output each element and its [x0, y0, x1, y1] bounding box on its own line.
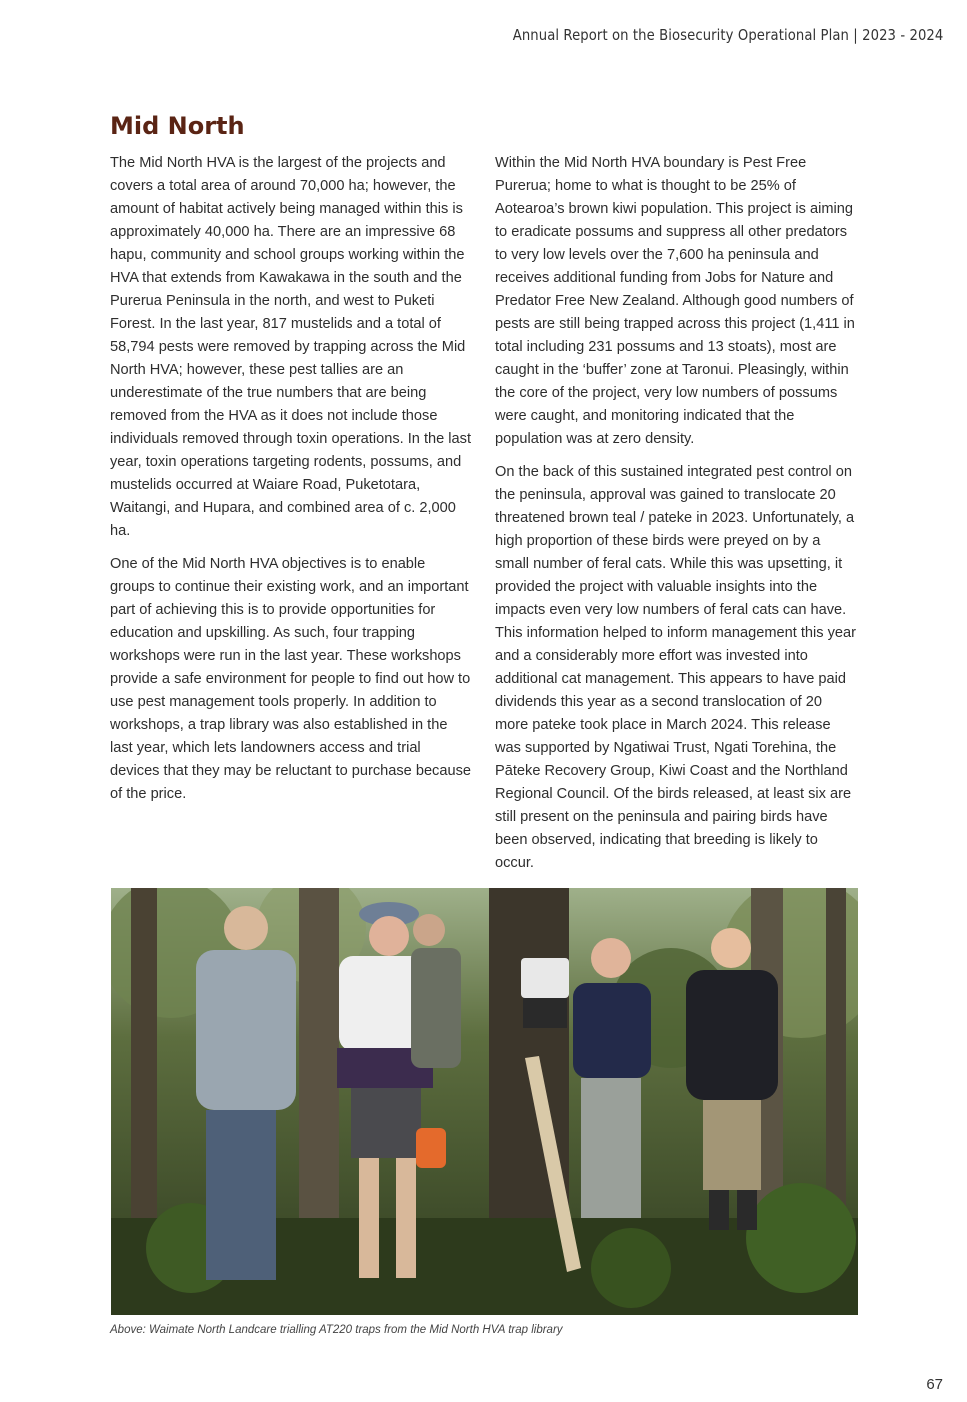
section-title: Mid North: [110, 112, 245, 140]
body-paragraph: On the back of this sustained integrated pest control on the peninsula, approval was gained to translocate 20 threatened brown teal / pateke in 2023. Unfortunately, a high proportion of these birds were preyed on by a small number of feral cats. While this was upsetting, it provided the project with valuable insights into the impacts even very low numbers of feral cats can have. This information helped to inform management this year and a considerably more effort was invested into additional cat management. This appears to have paid dividends this year as a second translocation of 20 more pateke took place in March 2024. This release was supported by Ngatiwai Trust, Ngati Torehina, the Pāteke Recovery Group, Kiwi Coast and the Northland Regional Council. Of the birds released, at least six are still present on the peninsula and pairing birds have been observed, indicating that breeding is likely to occur.: [495, 464, 856, 871]
body-paragraph: One of the Mid North HVA objectives is to enable groups to continue their existing work, and an important part of achieving this is to provide opportunities for education and upskilling. As such, four trapping workshops were run in the last year. These workshops provide a safe environment for people to find out how to use pest management tools properly. In addition to workshops, a trap library was also established in the last year, which lets landowners access and trial devices that they may be reluctant to purchase because of the price.: [110, 556, 472, 802]
page-number: 67: [926, 1376, 943, 1393]
forest-scene-illustration: [111, 888, 858, 1315]
right-column: [495, 152, 857, 885]
photo-caption: Above: Waimate North Landcare trialling AT220 traps from the Mid North HVA trap library: [110, 1324, 563, 1336]
body-paragraph: The Mid North HVA is the largest of the projects and covers a total area of around 70,000 ha; however, the amount of habitat actively being managed within this is approximately 40,000 ha. There are an impressive 68 hapu, community and school groups working within the HVA that extends from Kawakawa in the south and the Purerua Peninsula in the north, and west to Puketi Forest. In the last year, 817 mustelids and a total of 58,794 pests were removed by trapping across the Mid North HVA; however, these pest tallies are an underestimate of the true numbers that are being removed from the HVA as it does not include those individuals removed through toxin operations. In the last year, toxin operations targeting rodents, possums, and mustelids occurred at Waiare Road, Puketotara, Waitangi, and Hupara, and combined area of c. 2,000 ha.: [110, 155, 472, 539]
group-photo: [111, 888, 858, 1315]
left-column: [110, 152, 472, 816]
running-header: Annual Report on the Biosecurity Operational Plan | 2023 - 2024: [512, 26, 943, 44]
body-paragraph: Within the Mid North HVA boundary is Pest Free Purerua; home to what is thought to be 25% of Aotearoa’s brown kiwi population. This project is aiming to eradicate possums and suppress all other predators to very low levels over the 7,600 ha peninsula and receives additional funding from Jobs for Nature and Predator Free New Zealand. Although good numbers of pests are still being trapped across this project (1,411 in total including 231 possums and 13 stoats), most are caught in the ‘buffer’ zone at Taronui. Pleasingly, within the core of the project, very low numbers of possums were caught, and monitoring indicated that the population was at zero density.: [495, 155, 855, 447]
